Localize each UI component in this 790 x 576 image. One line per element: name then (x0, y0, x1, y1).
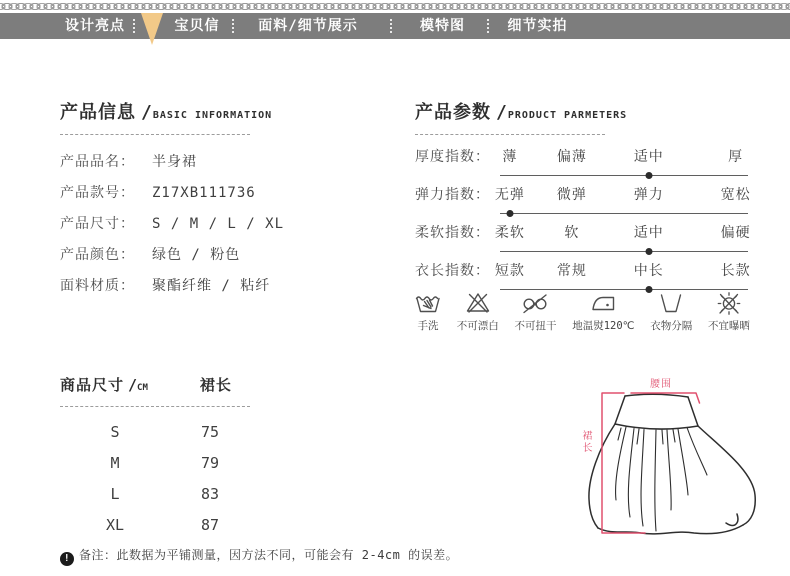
care-item (457, 289, 499, 333)
nav-separator (487, 19, 489, 33)
care-item (572, 289, 634, 333)
param-option: 微弹 (556, 187, 587, 203)
info-label: 产品款号： (60, 185, 135, 201)
garment-separate-icon (658, 289, 684, 315)
measurement-lines (602, 393, 700, 533)
size-rows (60, 417, 292, 541)
waist-measure-label: 腰围 (650, 379, 672, 390)
exclamation-icon: ! (60, 552, 74, 566)
hand-wash-icon (415, 289, 441, 315)
active-tab-arrow-icon (141, 13, 163, 45)
dashed-divider (60, 406, 250, 407)
scale-dot (645, 172, 652, 179)
table-row (60, 417, 292, 448)
length-measure-label: 裙长 (580, 430, 591, 454)
table-row (60, 510, 292, 541)
tab-item-info[interactable]: 宝贝信息 (174, 18, 220, 60)
param-option: 薄 (502, 149, 518, 165)
tab-model-photos[interactable]: 模特图 (420, 18, 465, 34)
size-table-section (60, 374, 292, 541)
care-item (650, 289, 692, 333)
info-value: 绿色 / 粉色 (152, 247, 241, 263)
size-cell: S (110, 423, 120, 441)
care-label: 地温熨120℃ (572, 320, 635, 332)
basic-info-rows (60, 147, 395, 302)
param-option: 无弹 (494, 187, 525, 203)
care-label: 衣物分隔 (650, 320, 693, 332)
info-value: 半身裙 (152, 154, 197, 170)
info-value: S / M / L / XL (152, 216, 285, 232)
basic-info-section (60, 98, 395, 302)
nav-separator (390, 19, 392, 33)
param-option: 中长 (633, 263, 664, 279)
basic-info-header (60, 98, 395, 124)
param-scale (494, 186, 751, 224)
info-value: Z17XB111736 (152, 185, 256, 201)
size-table-header (60, 374, 292, 398)
care-label: 手洗 (417, 320, 439, 332)
skirt-sketch (568, 372, 783, 544)
value-cell: 75 (200, 423, 220, 441)
value-cell: 87 (200, 516, 220, 534)
care-instructions (415, 289, 750, 333)
care-label: 不可漂白 (456, 320, 499, 332)
info-row-style-number (60, 178, 395, 209)
scale-track (500, 213, 748, 214)
measurement-note (60, 546, 458, 566)
param-option: 长款 (720, 263, 751, 279)
info-label: 面料材质： (60, 278, 135, 294)
basic-info-title: 产品信息 (60, 102, 136, 123)
section-nav-bar (0, 13, 790, 60)
header-slash: / (496, 102, 507, 123)
parameter-rows (415, 148, 751, 300)
value-cell: 79 (200, 454, 220, 472)
table-row (60, 479, 292, 510)
param-option: 短款 (494, 263, 525, 279)
info-label: 产品颜色： (60, 247, 135, 263)
note-prefix: 备注： (79, 548, 117, 562)
low-temp-iron-icon (590, 289, 616, 315)
info-value: 聚酯纤维 / 粘纤 (152, 278, 271, 294)
scale-track (500, 251, 748, 252)
nav-separator (133, 19, 135, 33)
tab-detail-shots[interactable]: 细节实拍 (507, 18, 568, 34)
value-cell: 83 (200, 485, 220, 503)
param-option: 宽松 (720, 187, 751, 203)
info-row-product-name (60, 147, 395, 178)
note-text: 此数据为平铺测量，因方法不同，可能会有 2-4cm 的误差。 (116, 548, 459, 562)
parameters-title: 产品参数 (415, 102, 491, 123)
tab-design-highlights[interactable]: 设计亮点 (65, 18, 125, 34)
param-option: 适中 (633, 225, 664, 241)
chain-border-decoration (0, 0, 790, 13)
size-cell: M (110, 454, 120, 472)
header-slash: / (128, 376, 138, 394)
param-option: 适中 (633, 149, 664, 165)
scale-dot (506, 210, 513, 217)
param-row-softness (415, 224, 751, 262)
param-label: 弹力指数： (415, 187, 490, 203)
care-label: 不宜曝晒 (707, 320, 750, 332)
parameters-header (415, 98, 748, 124)
no-wring-icon (521, 289, 549, 315)
size-cell: XL (105, 516, 125, 534)
parameters-subtitle: PRODUCT PARMETERS (507, 110, 628, 121)
param-option: 常规 (556, 263, 587, 279)
info-label: 产品品名： (60, 154, 135, 170)
basic-info-subtitle: BASIC INFORMATION (152, 110, 273, 121)
table-row (60, 448, 292, 479)
param-option: 柔软 (494, 225, 525, 241)
care-item (708, 289, 750, 333)
param-option: 软 (564, 225, 580, 241)
size-table-title: 商品尺寸 (60, 376, 125, 394)
scale-dot (645, 248, 652, 255)
parameters-section (415, 98, 751, 300)
param-row-elasticity (415, 186, 751, 224)
param-row-thickness (415, 148, 748, 186)
care-item (514, 289, 556, 333)
no-sun-icon (716, 289, 742, 315)
param-option: 偏薄 (556, 149, 587, 165)
header-slash: / (141, 102, 152, 123)
dashed-divider (415, 134, 605, 135)
param-option: 弹力 (633, 187, 664, 203)
param-scale (500, 148, 748, 186)
size-unit: CM (137, 383, 148, 393)
care-label: 不可扭干 (514, 320, 557, 332)
nav-separator (232, 19, 234, 33)
size-cell: L (110, 485, 120, 503)
info-row-sizes (60, 209, 395, 240)
info-row-material (60, 271, 395, 302)
param-option: 厚 (728, 149, 744, 165)
tab-fabric-details[interactable]: 面料/细节展示 (258, 18, 358, 34)
info-row-colors (60, 240, 395, 271)
no-bleach-icon (465, 289, 491, 315)
care-item (415, 289, 441, 333)
info-label: 产品尺寸： (60, 216, 135, 232)
scale-track (500, 175, 748, 176)
dashed-divider (60, 134, 250, 135)
param-label: 衣长指数： (415, 263, 490, 279)
param-label: 柔软指数： (415, 225, 490, 241)
size-column-header: 裙长 (199, 376, 232, 394)
skirt-measurement-diagram (568, 372, 783, 544)
param-label: 厚度指数： (415, 149, 490, 165)
param-option: 偏硬 (720, 225, 751, 241)
param-scale (494, 224, 751, 262)
